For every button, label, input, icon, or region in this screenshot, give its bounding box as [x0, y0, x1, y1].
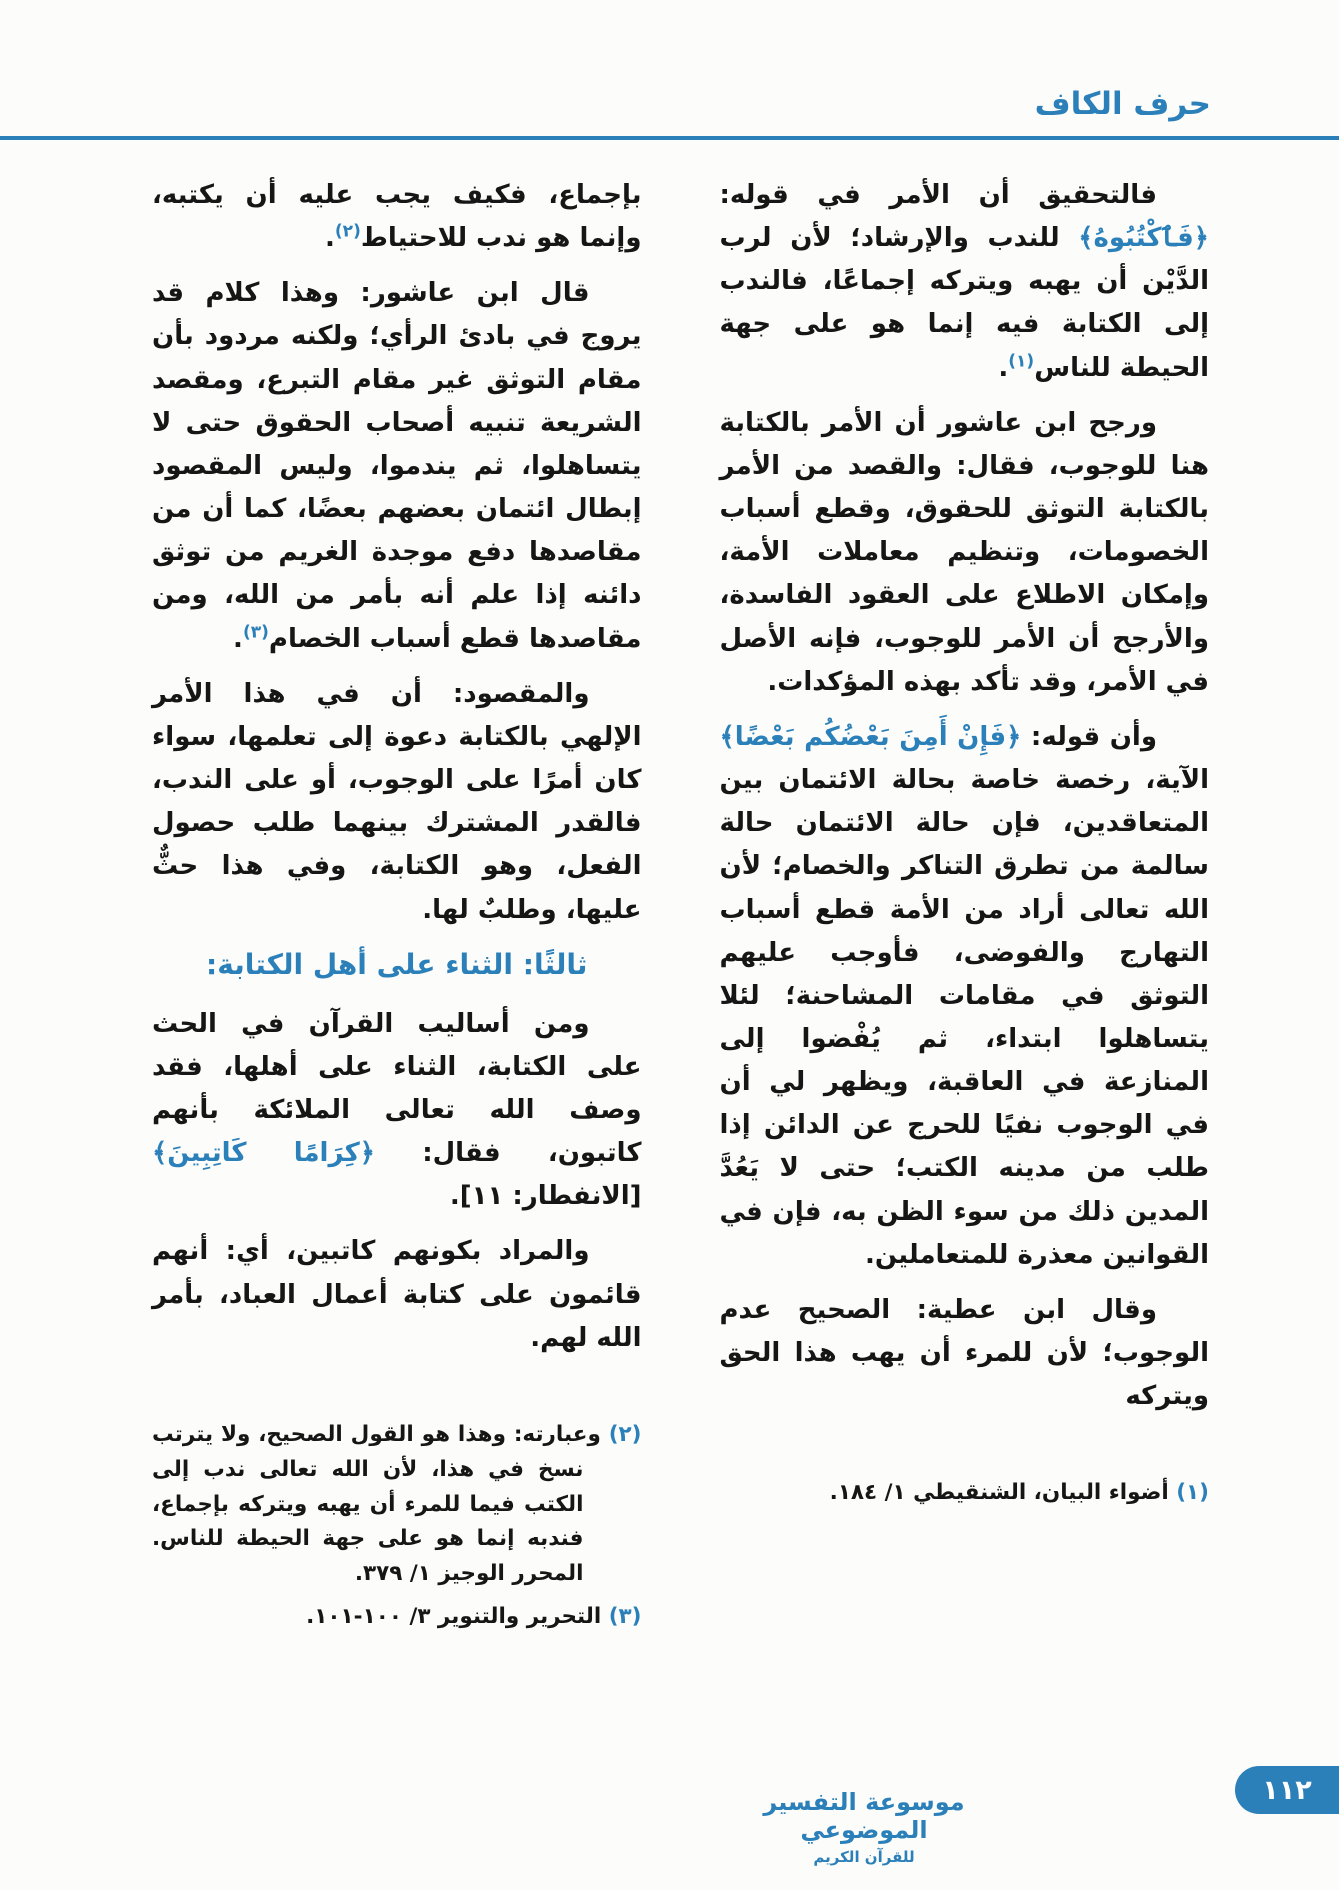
chapter-title: حرف الكاف — [1034, 86, 1211, 122]
footnote — [720, 1476, 1210, 1511]
body-text: بإجماع، فكيف يجب عليه أن يكتبه، وإنما هو ندب للاحتياط — [152, 180, 642, 254]
publisher-logo-title: موسوعة التفسير الموضوعي — [763, 1788, 965, 1844]
footnote-ref: (١) — [1008, 350, 1035, 371]
body-text: . — [233, 623, 243, 654]
footnote — [152, 1418, 642, 1592]
footnote-number: (٢) — [608, 1421, 642, 1447]
footnote-text: أضواء البيان، الشنقيطي ١/ ١٨٤. — [829, 1480, 1177, 1506]
body-text: والمراد بكونهم كاتبين، أي: أنهم قائمون على كتابة أعمال العباد، بأمر الله لهم. — [152, 1236, 642, 1353]
paragraph — [152, 174, 642, 260]
body-text: الآية، رخصة خاصة بحالة الائتمان بين المتعاقدين، فإن حالة الائتمان حالة سالمة من تطرق التناكر والخصام؛ لأن الله تعالى أراد من الأمة قطع أسباب التهارج والفوضى، فأوجب عليهم التوثق في مقامات المشاحنة؛ لئلا يتساهلوا ابتداء، ثم يُفْضوا إلى المنازعة في العاقبة، ويظهر لي أن في الوجوب نفيًا للحرج عن الدائن إذا طلب من مدينه الكتب؛ حتى لا يَعُدَّ المدين ذلك من سوء الظن به، فإن في القوانين معذرة للمتعاملين. — [719, 765, 1209, 1270]
paragraph — [720, 716, 1210, 1277]
quran-quote: ﴿كِرَامًا كَاتِبِينَ﴾ — [152, 1138, 376, 1169]
body-text: فالتحقيق أن الأمر في قوله: — [719, 180, 1157, 210]
paragraph — [720, 402, 1210, 704]
right-column-footnotes — [720, 1476, 1210, 1519]
body-text: للندب والإرشاد؛ لأن لرب الدَّيْن أن يهبه ويتركه إجماعًا، فالندب إلى الكتابة فيه إنما هو على جهة الحيطة للناس — [719, 223, 1209, 383]
text-columns — [0, 140, 1339, 1643]
paragraph — [152, 1003, 642, 1219]
publisher-logo-subtitle: للقرآن الكريم — [813, 1848, 915, 1866]
quran-quote: ﴿فَإِنْ أَمِنَ بَعْضُكُم بَعْضًا﴾ — [719, 721, 1022, 752]
body-text: . — [998, 352, 1009, 383]
paragraph — [152, 673, 642, 932]
footnote-text: وعبارته: وهذا هو القول الصحيح، ولا يترتب نسخ في هذا، لأن الله تعالى ندب إلى الكتب فيما للمرء أن يهبه ويتركه بإجماع، فندبه إنما هو على جهة الحيطة للناس. المحرر الوجيز ١/ ٣٧٩. — [152, 1421, 609, 1587]
footnote-number: (٣) — [608, 1604, 642, 1630]
right-column — [720, 174, 1210, 1643]
page-number: ١١٢ — [1262, 1774, 1312, 1806]
quran-quote: ﴿فَٱكْتُبُوهُ﴾ — [1078, 223, 1209, 254]
paragraph — [720, 1289, 1210, 1418]
left-column-body — [152, 174, 642, 1372]
body-text: [الانفطار: ١١]. — [449, 1181, 642, 1212]
body-text: . — [325, 223, 335, 254]
body-text: ومن أساليب القرآن في الحث على الكتابة، الثناء على أهلها، فقد وصف الله تعالى الملائكة بأنهم كاتبون، فقال: — [152, 1008, 642, 1169]
right-column-body — [720, 174, 1210, 1430]
paragraph — [152, 272, 642, 660]
paragraph — [720, 174, 1210, 390]
body-text: وأن قوله: — [1021, 721, 1157, 752]
paragraph — [152, 1230, 642, 1359]
body-text: وقال ابن عطية: الصحيح عدم الوجوب؛ لأن للمرء أن يهب هذا الحق ويتركه — [719, 1294, 1209, 1412]
publisher-logo — [739, 1788, 989, 1866]
body-text: ورجح ابن عاشور أن الأمر بالكتابة هنا للوجوب، فقال: والقصد من الأمر بالكتابة التوثق للحقوق، وقطع أسباب الخصومات، وتنظيم معاملات الأمة، وإمكان الاطلاع على العقود الفاسدة، والأرجح أن الأمر للوجوب، فإنه الأصل في الأمر، وقد تأكد بهذه المؤكدات. — [719, 407, 1209, 697]
left-column-footnotes — [152, 1418, 642, 1643]
footnote-text: التحرير والتنوير ٣/ ١٠٠-١٠١. — [306, 1604, 609, 1630]
footnote-ref: (٣) — [242, 621, 269, 642]
footnote-number: (١) — [1176, 1480, 1209, 1506]
left-column — [152, 174, 642, 1643]
section-heading: ثالثًا: الثناء على أهل الكتابة: — [206, 947, 588, 981]
body-text: قال ابن عاشور: وهذا كلام قد يروج في بادئ الرأي؛ ولكنه مردود بأن مقام التوثق غير مقام التبرع، ومقصد الشريعة تنبيه أصحاب الحقوق حتى لا يتساهلوا، ثم يندموا، وليس المقصود إبطال ائتمان بعضهم بعضًا، كما أن من مقاصدها دفع موجدة الغريم من توثق دائنه إذا علم أنه بأمر من الله، ومن مقاصدها قطع أسباب الخصام — [152, 278, 642, 654]
page-number-badge — [1235, 1766, 1339, 1814]
body-text: والمقصود: أن في هذا الأمر الإلهي بالكتابة دعوة إلى تعلمها، سواء كان أمرًا على الوجوب، أو على الندب، فالقدر المشترك بينهما طلب حصول الفعل، وهو الكتابة، وفي هذا حثٌّ عليها، وطلبٌ لها. — [152, 678, 642, 925]
page-header — [0, 0, 1339, 140]
footnote — [152, 1600, 642, 1635]
footnote-ref: (٢) — [334, 221, 361, 242]
